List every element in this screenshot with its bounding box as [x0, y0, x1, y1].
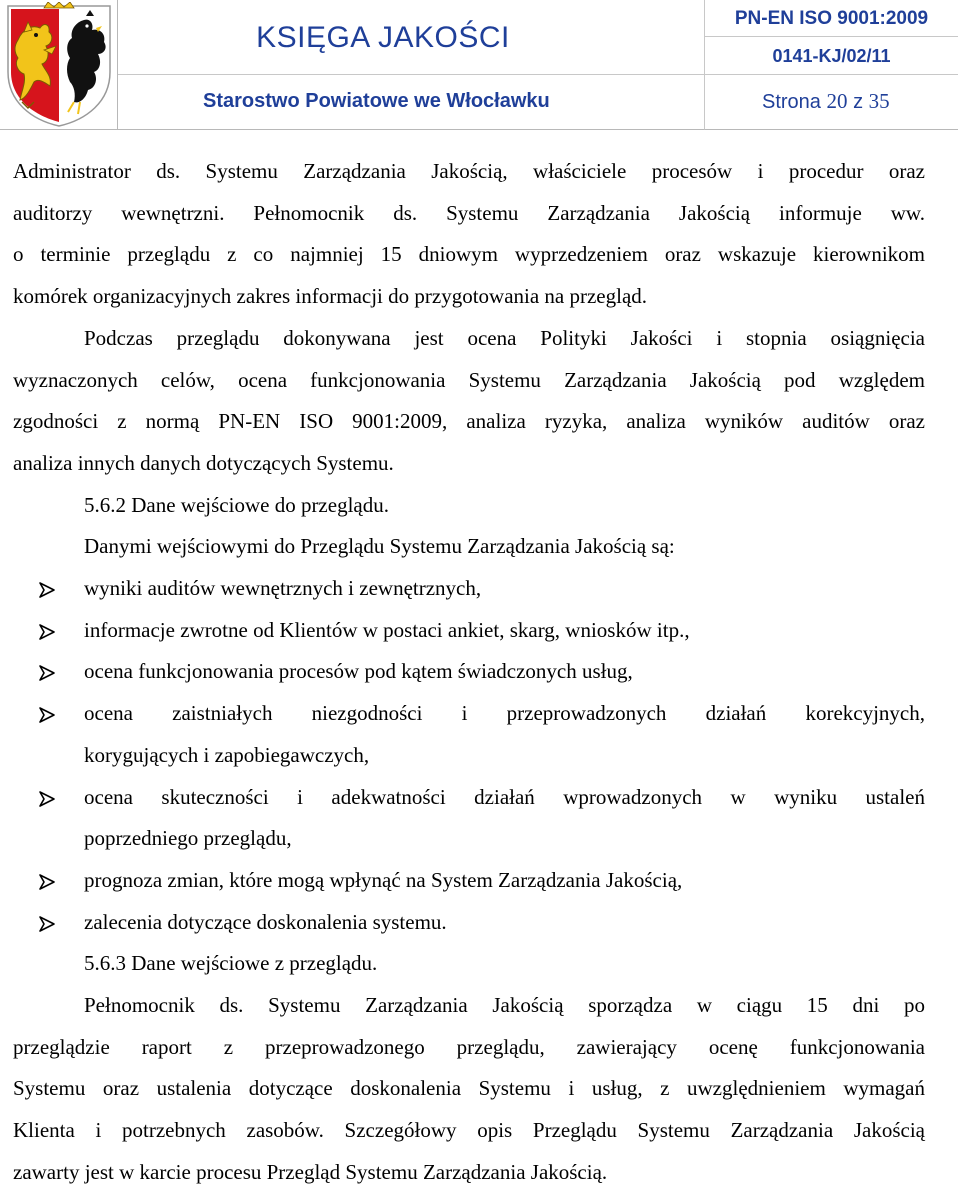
text-line: auditorzy wewnętrzni. Pełnomocnik ds. Systemu Zarządzania Jakością informuje ww.: [13, 200, 925, 225]
norm-label: PN-EN ISO 9001:2009: [704, 0, 958, 37]
list-item-text: wyniki auditów wewnętrznych i zewnętrznych,: [84, 576, 482, 601]
organization-name: Starostwo Powiatowe we Włocławku: [118, 75, 704, 130]
list-item-text: ocena funkcjonowania procesów pod kątem świadczonych usług,: [84, 659, 633, 684]
title-cell: [118, 0, 704, 75]
arrowhead-bullet-icon: [38, 860, 58, 901]
arrowhead-bullet-icon: [38, 610, 58, 651]
paragraph-review: [13, 318, 925, 485]
arrowhead-bullet-icon: [38, 902, 58, 943]
page-label: Strona: [762, 91, 821, 113]
arrowhead-bullet-icon: [38, 777, 58, 818]
text-line: zgodności z normą PN-EN ISO 9001:2009, analiza ryzyka, analiza wyników auditów oraz: [13, 409, 925, 434]
text-line: analiza innych danych dotyczących Systemu.: [13, 450, 394, 475]
text-line: Administrator ds. Systemu Zarządzania Jakością, właściciele procesów i procedur oraz: [13, 159, 925, 183]
page-current: 20: [826, 89, 848, 113]
section-heading-5-6-2: 5.6.2 Dane wejściowe do przeglądu.: [84, 492, 389, 517]
document-header: [0, 0, 958, 130]
document-body: [13, 151, 925, 1194]
page-indicator: [704, 75, 958, 130]
document-code: 0141-KJ/02/11: [704, 37, 958, 75]
paragraph-administrator: [13, 151, 925, 318]
list-item-text: poprzedniego przeglądu,: [84, 826, 292, 851]
arrowhead-bullet-icon: [38, 651, 58, 692]
paragraph-report: [13, 985, 925, 1194]
page-separator: z: [853, 91, 864, 113]
inputs-intro: Danymi wejściowymi do Przeglądu Systemu Zarządzania Jakością są:: [84, 534, 675, 559]
list-item-text: prognoza zmian, które mogą wpłynąć na System Zarządzania Jakością,: [84, 867, 683, 892]
text-line: wyznaczonych celów, ocena funkcjonowania Systemu Zarządzania Jakością pod względem: [13, 367, 925, 392]
list-item: [13, 610, 925, 652]
inputs-list: [13, 568, 925, 943]
list-item-text: zalecenia dotyczące doskonalenia systemu.: [84, 909, 447, 934]
text-line: komórek organizacyjnych zakres informacji do przygotowania na przegląd.: [13, 284, 648, 309]
coat-of-arms-icon: [4, 2, 114, 128]
list-item: [13, 651, 925, 693]
list-item: [13, 693, 925, 776]
text-line: przeglądzie raport z przeprowadzonego przeglądu, zawierający ocenę funkcjonowania: [13, 1034, 925, 1059]
list-item-text: informacje zwrotne od Klientów w postaci ankiet, skarg, wniosków itp.,: [84, 617, 690, 642]
list-item: [13, 568, 925, 610]
list-item: [13, 860, 925, 902]
text-line: o terminie przeglądu z co najmniej 15 dniowym wyprzedzeniem oraz wskazuje kierownikom: [13, 242, 925, 267]
text-line: Systemu oraz ustalenia dotyczące doskonalenia Systemu i usług, z uwzględnieniem wymagań: [13, 1076, 925, 1101]
list-item-text: korygujących i zapobiegawczych,: [84, 742, 370, 767]
arrowhead-bullet-icon: [38, 568, 58, 609]
section-heading-5-6-3: 5.6.3 Dane wejściowe z przeglądu.: [84, 951, 378, 976]
text-line: zawarty jest w karcie procesu Przegląd Systemu Zarządzania Jakością.: [13, 1159, 608, 1184]
list-item-text: ocena skuteczności i adekwatności działań wprowadzonych w wyniku ustaleń: [84, 784, 925, 809]
document-title: KSIĘGA JAKOŚCI: [256, 21, 510, 54]
list-item-text: ocena zaistniałych niezgodności i przeprowadzonych działań korekcyjnych,: [84, 701, 925, 726]
list-item: [13, 777, 925, 860]
text-line: Pełnomocnik ds. Systemu Zarządzania Jakością sporządza w ciągu 15 dni po: [84, 993, 925, 1018]
text-line: Podczas przeglądu dokonywana jest ocena Polityki Jakości i stopnia osiągnięcia: [84, 325, 925, 350]
list-item: [13, 902, 925, 944]
page-total: 35: [868, 89, 890, 113]
arrowhead-bullet-icon: [38, 693, 58, 734]
logo-cell: [0, 0, 118, 130]
text-line: Klienta i potrzebnych zasobów. Szczegółowy opis Przeglądu Systemu Zarządzania Jakością: [13, 1118, 925, 1143]
